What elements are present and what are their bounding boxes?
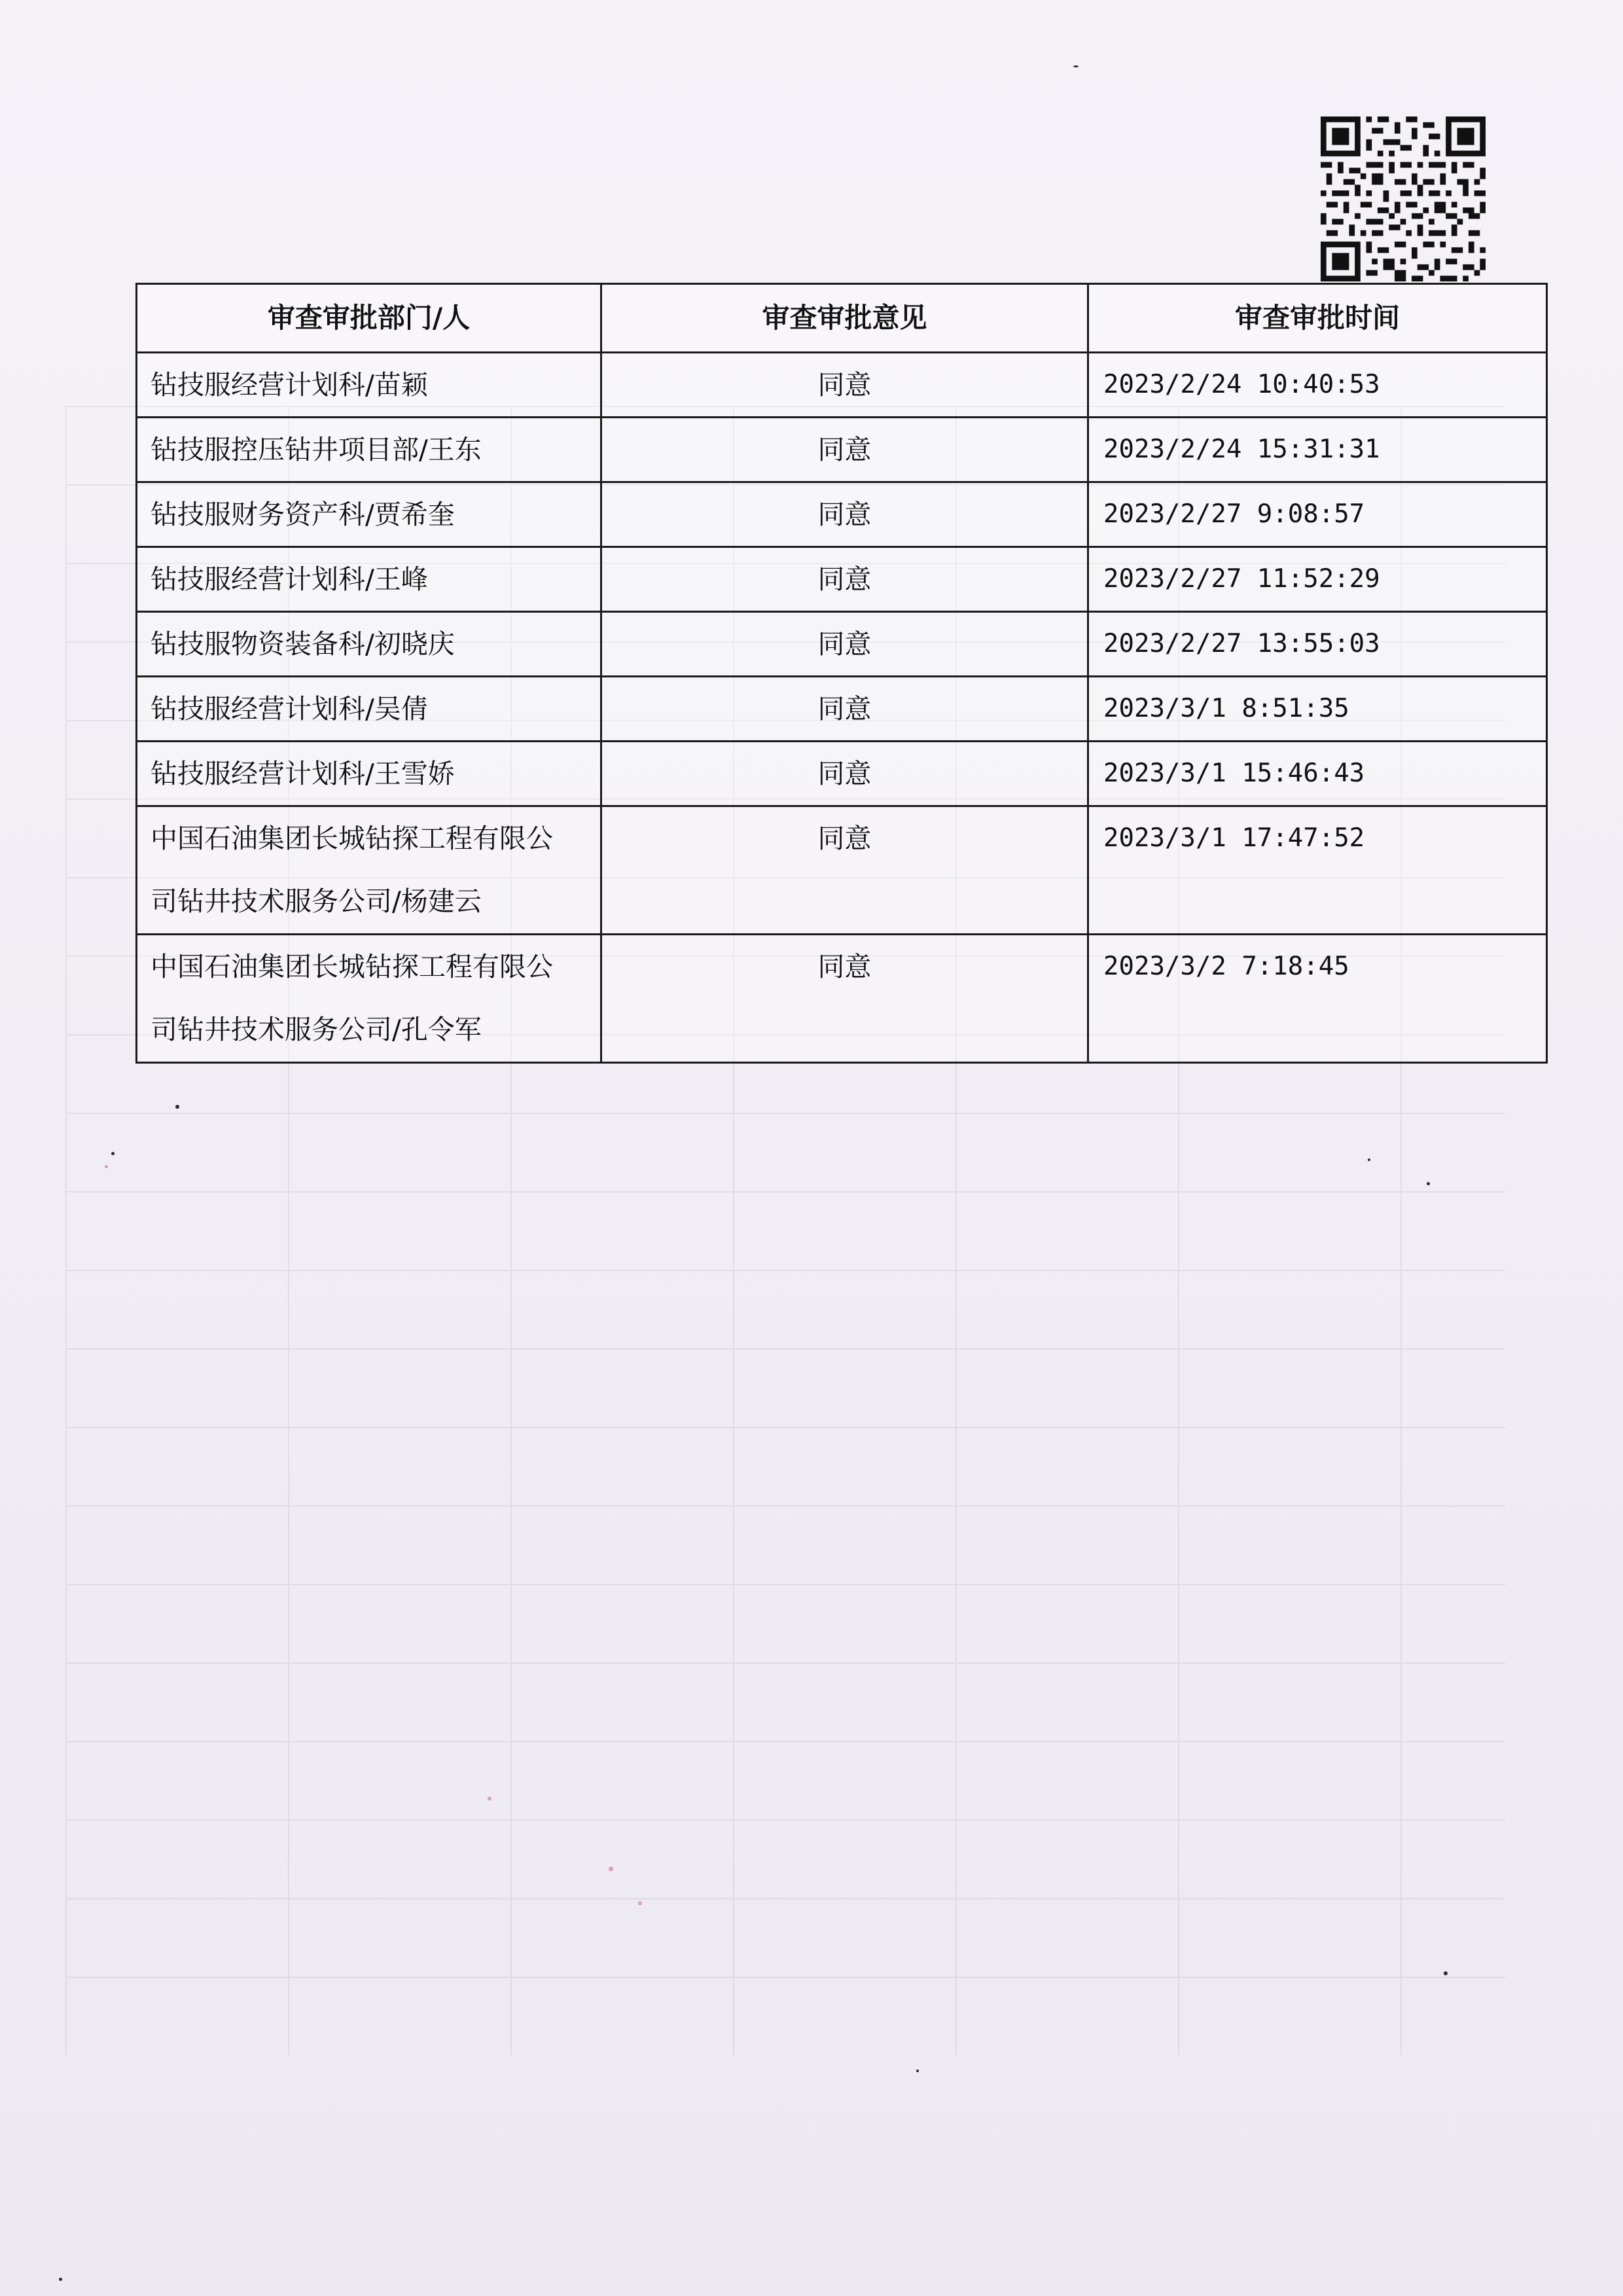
opinion-cell: 同意 [601, 742, 1088, 806]
table-row [137, 353, 1547, 418]
opinion-cell: 同意 [601, 418, 1088, 482]
time-cell: 2023/3/1 15:46:43 [1088, 742, 1547, 806]
table-row [137, 418, 1547, 482]
ink-dot [488, 1797, 491, 1801]
department-line-1: 中国石油集团长城钻探工程有限公 [151, 951, 553, 982]
department-cell: 钻技服经营计划科/吴倩 [137, 677, 601, 742]
department-cell: 钻技服物资装备科/初晓庆 [137, 612, 601, 677]
time-cell: 2023/2/27 9:08:57 [1088, 482, 1547, 547]
department-line-2: 司钻井技术服务公司/孔令军 [151, 1014, 482, 1045]
table-row [137, 612, 1547, 677]
time-cell: 2023/3/1 17:47:52 [1088, 806, 1547, 935]
opinion-cell: 同意 [601, 677, 1088, 742]
time-cell: 2023/3/2 7:18:45 [1088, 935, 1547, 1063]
ink-dot [105, 1165, 108, 1168]
time-cell: 2023/2/24 10:40:53 [1088, 353, 1547, 418]
scan-speck [111, 1152, 115, 1155]
opinion-cell: 同意 [601, 612, 1088, 677]
opinion-cell: 同意 [601, 806, 1088, 935]
scan-speck [175, 1105, 179, 1109]
header-department: 审查审批部门/人 [137, 284, 601, 353]
qr-code-icon [1321, 117, 1486, 281]
time-cell: 2023/2/24 15:31:31 [1088, 418, 1547, 482]
table-header-row [137, 284, 1547, 353]
scan-speck [1073, 65, 1079, 67]
opinion-cell: 同意 [601, 547, 1088, 612]
time-cell: 2023/3/1 8:51:35 [1088, 677, 1547, 742]
department-cell: 钻技服控压钻井项目部/王东 [137, 418, 601, 482]
approval-table [135, 283, 1548, 1064]
scan-speck [1444, 1971, 1448, 1975]
table-row [137, 547, 1547, 612]
scan-speck [1427, 1182, 1430, 1185]
table-row [137, 806, 1547, 935]
scan-speck [916, 2070, 919, 2072]
table-row [137, 935, 1547, 1063]
header-time: 审查审批时间 [1088, 284, 1547, 353]
opinion-cell: 同意 [601, 935, 1088, 1063]
table-row [137, 742, 1547, 806]
header-opinion: 审查审批意见 [601, 284, 1088, 353]
ink-dot [609, 1867, 613, 1871]
department-cell [137, 806, 601, 935]
ink-dot [638, 1901, 642, 1905]
department-line-1: 中国石油集团长城钻探工程有限公 [151, 823, 553, 854]
opinion-cell: 同意 [601, 482, 1088, 547]
department-cell [137, 935, 601, 1063]
opinion-cell: 同意 [601, 353, 1088, 418]
time-cell: 2023/2/27 13:55:03 [1088, 612, 1547, 677]
department-cell: 钻技服经营计划科/王雪娇 [137, 742, 601, 806]
time-cell: 2023/2/27 11:52:29 [1088, 547, 1547, 612]
scan-speck [59, 2278, 62, 2281]
department-cell: 钻技服经营计划科/苗颖 [137, 353, 601, 418]
table-row [137, 677, 1547, 742]
department-line-2: 司钻井技术服务公司/杨建云 [151, 886, 482, 917]
scan-speck [1368, 1158, 1370, 1161]
department-cell: 钻技服经营计划科/王峰 [137, 547, 601, 612]
table-row [137, 482, 1547, 547]
department-cell: 钻技服财务资产科/贾希奎 [137, 482, 601, 547]
